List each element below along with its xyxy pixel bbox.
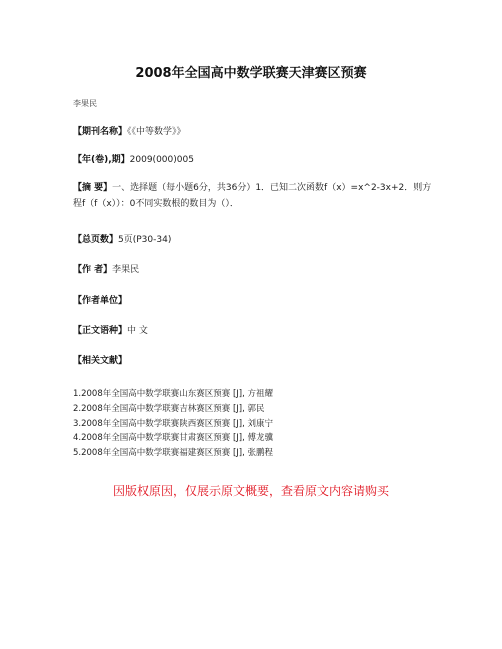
field-value: 一、选择题（每小题6分，共36分）1．已知二次函数f（x）=x^2-3x+2．则方程f（f（x））：0不同实数根的数目为（）． (73, 183, 432, 209)
copyright-notice: 因版权原因，仅展示原文概要，查看原文内容请购买 (112, 484, 389, 498)
field-value: 中 文 (127, 326, 148, 336)
field-language (73, 323, 433, 339)
field-value: 5页(P30-34) (118, 235, 172, 245)
field-label: 【摘 要】 (73, 183, 113, 193)
field-page-count (73, 232, 433, 248)
reference-item[interactable]: 1.2008年全国高中数学联赛山东赛区预赛 [J], 方祖耀 (73, 389, 273, 399)
field-related-literature (73, 353, 433, 369)
field-label: 【年(卷),期】 (73, 155, 130, 165)
field-author (73, 262, 433, 278)
document-title: 2008年全国高中数学联赛天津赛区预赛 (135, 66, 367, 81)
field-year-volume-issue (73, 152, 433, 168)
author-line: 李果民 (73, 99, 97, 108)
field-label: 【正文语种】 (73, 326, 128, 336)
field-author-unit (73, 293, 433, 309)
field-value: 李果民 (112, 265, 140, 275)
field-abstract (73, 180, 433, 212)
field-journal-name (73, 124, 433, 140)
field-value: 《《中等数学》》 (127, 127, 186, 137)
field-label: 【期刊名称】 (73, 127, 128, 137)
reference-item[interactable]: 2.2008年全国高中数学联赛吉林赛区预赛 [J], 郭民 (73, 403, 265, 414)
field-value: 2009(000)005 (129, 155, 194, 165)
reference-item[interactable]: 3.2008年全国高中数学联赛陕西赛区预赛 [J], 刘康宁 (73, 418, 273, 429)
field-label: 【总页数】 (73, 235, 119, 245)
reference-item[interactable]: 4.2008年全国高中数学联赛甘肃赛区预赛 [J], 傅龙骥 (73, 433, 273, 444)
field-label: 【作者单位】 (73, 296, 128, 306)
reference-list (73, 387, 433, 461)
field-label: 【相关文献】 (73, 356, 128, 366)
field-label: 【作 者】 (73, 265, 113, 275)
reference-item[interactable]: 5.2008年全国高中数学联赛福建赛区预赛 [J], 张鹏程 (73, 448, 273, 459)
